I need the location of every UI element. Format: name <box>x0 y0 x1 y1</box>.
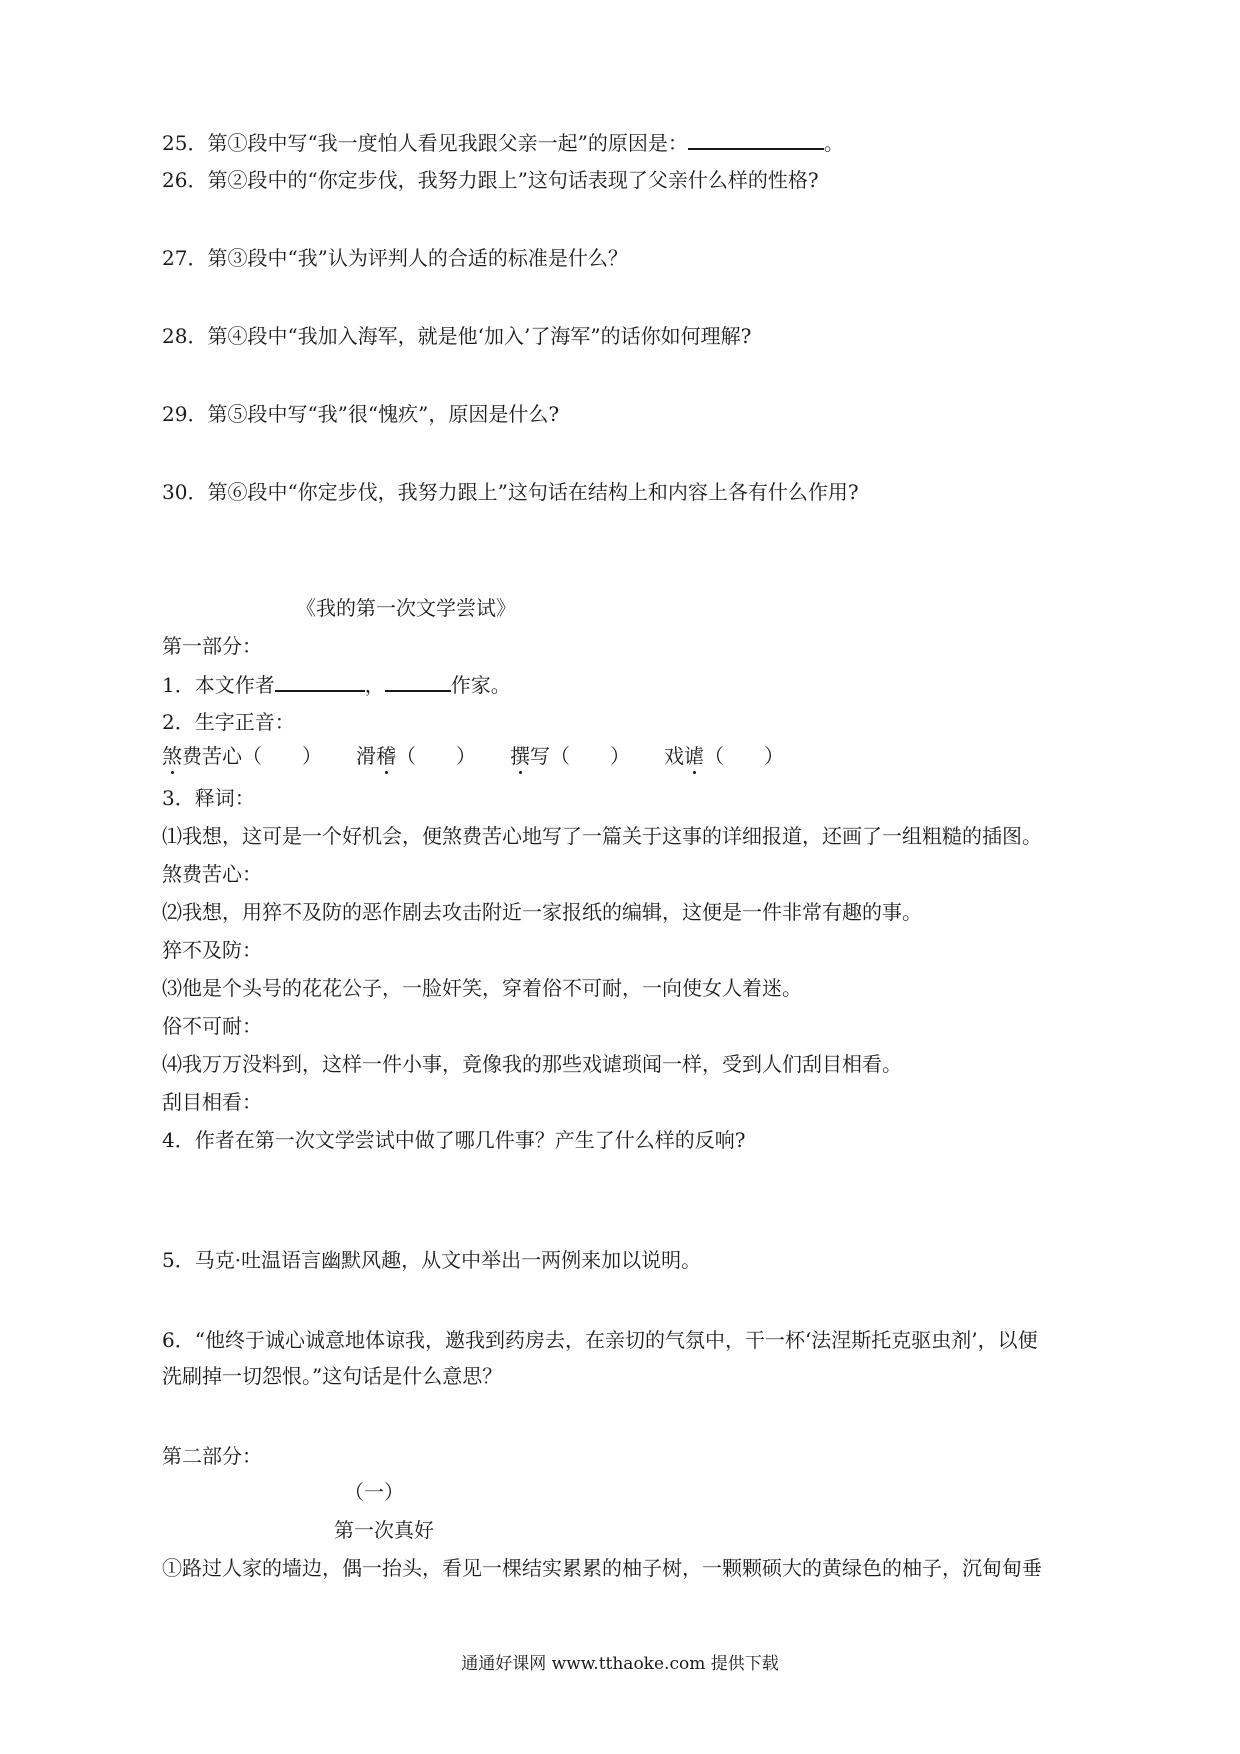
term-4: 刮目相看： <box>162 1090 262 1114</box>
question-27: 27．第③段中“我”认为评判人的合适的标准是什么？ <box>162 246 628 270</box>
sentence-3: ⑶他是个头号的花花公子，一脸奸笑，穿着俗不可耐，一向使女人着迷。 <box>162 976 802 1000</box>
question-1-end: 作家。 <box>450 673 511 697</box>
answer-blank <box>385 670 451 692</box>
sentence-2: ⑵我想，用猝不及防的恶作剧去攻击附近一家报纸的编辑，这便是一件非常有趣的事。 <box>162 900 922 924</box>
article-title: 《我的第一次文学尝试》 <box>296 596 516 620</box>
question-3: 3．释词： <box>162 786 255 810</box>
question-28: 28．第④段中“我加入海军，就是他‘加入’了海军”的话你如何理解? <box>162 324 752 348</box>
question-2: 2．生字正音： <box>162 710 295 734</box>
question-5: 5．马克·吐温语言幽默风趣，从文中举出一两例来加以说明。 <box>162 1248 702 1272</box>
pronunciation-item: 戏谑（ ） <box>664 744 784 768</box>
sentence-1: ⑴我想，这可是一个好机会，便煞费苦心地写了一篇关于这事的详细报道，还画了一组粗糙的插图。 <box>162 824 1042 848</box>
sentence-4: ⑷我万万没料到，这样一件小事，竟像我的那些戏谑琐闻一样，受到人们刮目相看。 <box>162 1052 902 1076</box>
question-6-line-2: 洗刷掉一切怨恨。”这句话是什么意思？ <box>162 1364 503 1388</box>
question-6-line-1: 6．“他终于诚心诚意地体谅我，邀我到药房去，在亲切的气氛中，干一杯‘法涅斯托克驱虫剂’，以便 <box>162 1328 1038 1352</box>
passage-paragraph-1: ①路过人家的墙边，偶一抬头，看见一棵结实累累的柚子树，一颗颗硕大的黄绿色的柚子，沉甸甸垂 <box>162 1556 1042 1580</box>
question-1 <box>162 670 511 699</box>
term-1: 煞费苦心： <box>162 862 262 886</box>
footer: 通通好课网 www.tthaoke.com 提供下载 <box>461 1654 779 1674</box>
pronunciation-item: 煞费苦心（ ） <box>162 744 322 768</box>
pronunciation-item: 撰写（ ） <box>510 744 630 768</box>
question-4: 4．作者在第一次文学尝试中做了哪几件事？产生了什么样的反响? <box>162 1128 746 1152</box>
question-26: 26．第②段中的“你定步伐，我努力跟上”这句话表现了父亲什么样的性格? <box>162 168 819 192</box>
term-3: 俗不可耐： <box>162 1014 262 1038</box>
answer-blank <box>275 670 365 692</box>
pronunciation-row <box>162 742 784 770</box>
question-25 <box>162 128 844 157</box>
pronunciation-item: 滑稽（ ） <box>356 744 476 768</box>
question-25-text: 25．第①段中写“我一度怕人看见我跟父亲一起”的原因是： <box>162 131 688 155</box>
answer-blank <box>688 128 824 150</box>
question-29: 29．第⑤段中写“我”很“愧疚”，原因是什么? <box>162 402 560 426</box>
question-1-comma: ， <box>364 673 385 697</box>
part-one-heading: 第一部分： <box>162 634 262 658</box>
part-two-heading: 第二部分： <box>162 1444 262 1468</box>
question-30: 30．第⑥段中“你定步伐，我努力跟上”这句话在结构上和内容上各有什么作用? <box>162 480 859 504</box>
term-2: 猝不及防： <box>162 938 262 962</box>
passage-title: 第一次真好 <box>334 1518 434 1542</box>
question-1-text: 1．本文作者 <box>162 673 275 697</box>
question-25-end: 。 <box>823 131 844 155</box>
passage-number: （一） <box>344 1480 404 1504</box>
